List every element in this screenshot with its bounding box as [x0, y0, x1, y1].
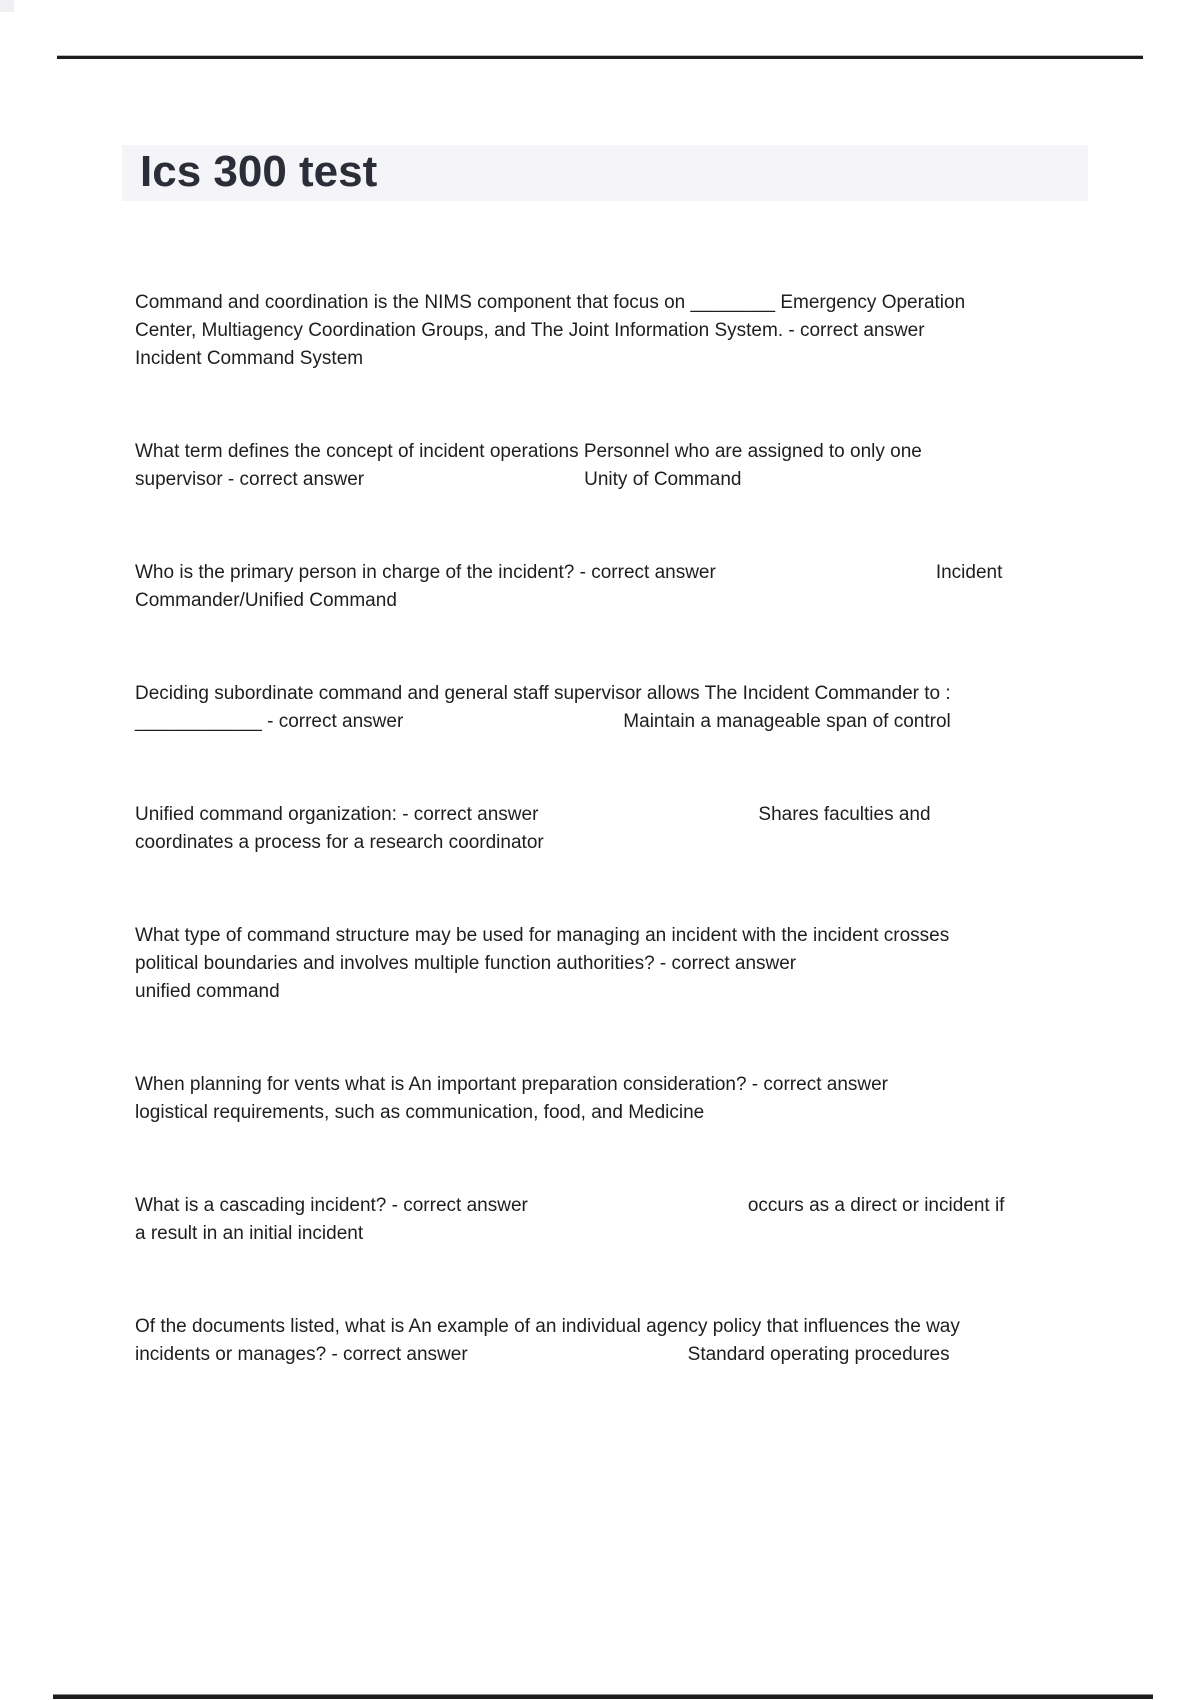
text-line [135, 438, 1087, 466]
question-text: What term defines the concept of incident operations Personnel who are assigned to only one [135, 441, 922, 462]
qa-content [135, 289, 1087, 1434]
tab-gap [716, 577, 936, 578]
top-horizontal-rule [57, 56, 1143, 59]
qa-paragraph [135, 289, 1087, 373]
answer-text: Maintain a manageable span of control [623, 711, 951, 732]
qa-paragraph [135, 922, 1087, 1006]
text-line [135, 950, 1087, 978]
text-line [135, 1099, 1087, 1127]
text-line [135, 978, 1087, 1006]
answer-text: Incident [935, 562, 1003, 583]
question-text: What type of command structure may be used for managing an incident with the incident crosses [135, 925, 950, 946]
question-text: incidents or manages? - correct answer [135, 1344, 468, 1365]
question-text: When planning for vents what is An important preparation consideration? - correct answer [135, 1074, 889, 1095]
question-text: Command and coordination is the NIMS component that focus on ________ Emergency Operation [135, 292, 966, 313]
tab-gap [468, 1359, 688, 1360]
text-line [135, 1220, 1087, 1248]
question-text: Of the documents listed, what is An example of an individual agency policy that influences the way [135, 1316, 960, 1337]
question-text: Center, Multiagency Coordination Groups, and The Joint Information System. - correct answer [135, 320, 925, 341]
tab-gap [364, 484, 584, 485]
text-line [135, 345, 1087, 373]
question-text: coordinates a process for a research coordinator [135, 832, 544, 853]
qa-paragraph [135, 1192, 1087, 1248]
corner-artifact [0, 0, 14, 12]
question-text: Commander/Unified Command [135, 590, 397, 611]
question-text: supervisor - correct answer [135, 469, 365, 490]
text-line [135, 1341, 1087, 1369]
qa-paragraph [135, 801, 1087, 857]
question-text: a result in an initial incident [135, 1223, 364, 1244]
text-line [135, 922, 1087, 950]
question-text: Who is the primary person in charge of the incident? - correct answer [135, 562, 716, 583]
question-text: Incident Command System [135, 348, 364, 369]
title-banner [122, 145, 1088, 201]
page-title: Ics 300 test [140, 147, 378, 196]
text-line [135, 680, 1087, 708]
bottom-horizontal-rule [53, 1695, 1153, 1699]
qa-paragraph [135, 680, 1087, 736]
text-line [135, 829, 1087, 857]
question-text: political boundaries and involves multiple function authorities? - correct answer [135, 953, 797, 974]
qa-paragraph [135, 438, 1087, 494]
text-line [135, 466, 1087, 494]
text-line [135, 559, 1087, 587]
question-text: ____________ - correct answer [135, 711, 404, 732]
text-line [135, 289, 1087, 317]
text-line [135, 708, 1087, 736]
qa-paragraph [135, 1313, 1087, 1369]
text-line [135, 317, 1087, 345]
question-text: What is a cascading incident? - correct answer [135, 1195, 528, 1216]
tab-gap [403, 726, 623, 727]
answer-text: Standard operating procedures [687, 1344, 950, 1365]
tab-gap [538, 819, 758, 820]
question-text: Unified command organization: - correct answer [135, 804, 539, 825]
qa-paragraph [135, 1071, 1087, 1127]
text-line [135, 587, 1087, 615]
answer-text: Unity of Command [584, 469, 742, 490]
text-line [135, 1313, 1087, 1341]
text-line [135, 801, 1087, 829]
question-text: Deciding subordinate command and general staff supervisor allows The Incident Commander to : [135, 683, 951, 704]
qa-paragraph [135, 559, 1087, 615]
tab-gap [528, 1210, 748, 1211]
question-text: unified command [135, 981, 280, 1002]
text-line [135, 1192, 1087, 1220]
text-line [135, 1071, 1087, 1099]
question-text: logistical requirements, such as communication, food, and Medicine [135, 1102, 705, 1123]
answer-text: occurs as a direct or incident if [747, 1195, 1005, 1216]
answer-text: Shares faculties and [758, 804, 931, 825]
